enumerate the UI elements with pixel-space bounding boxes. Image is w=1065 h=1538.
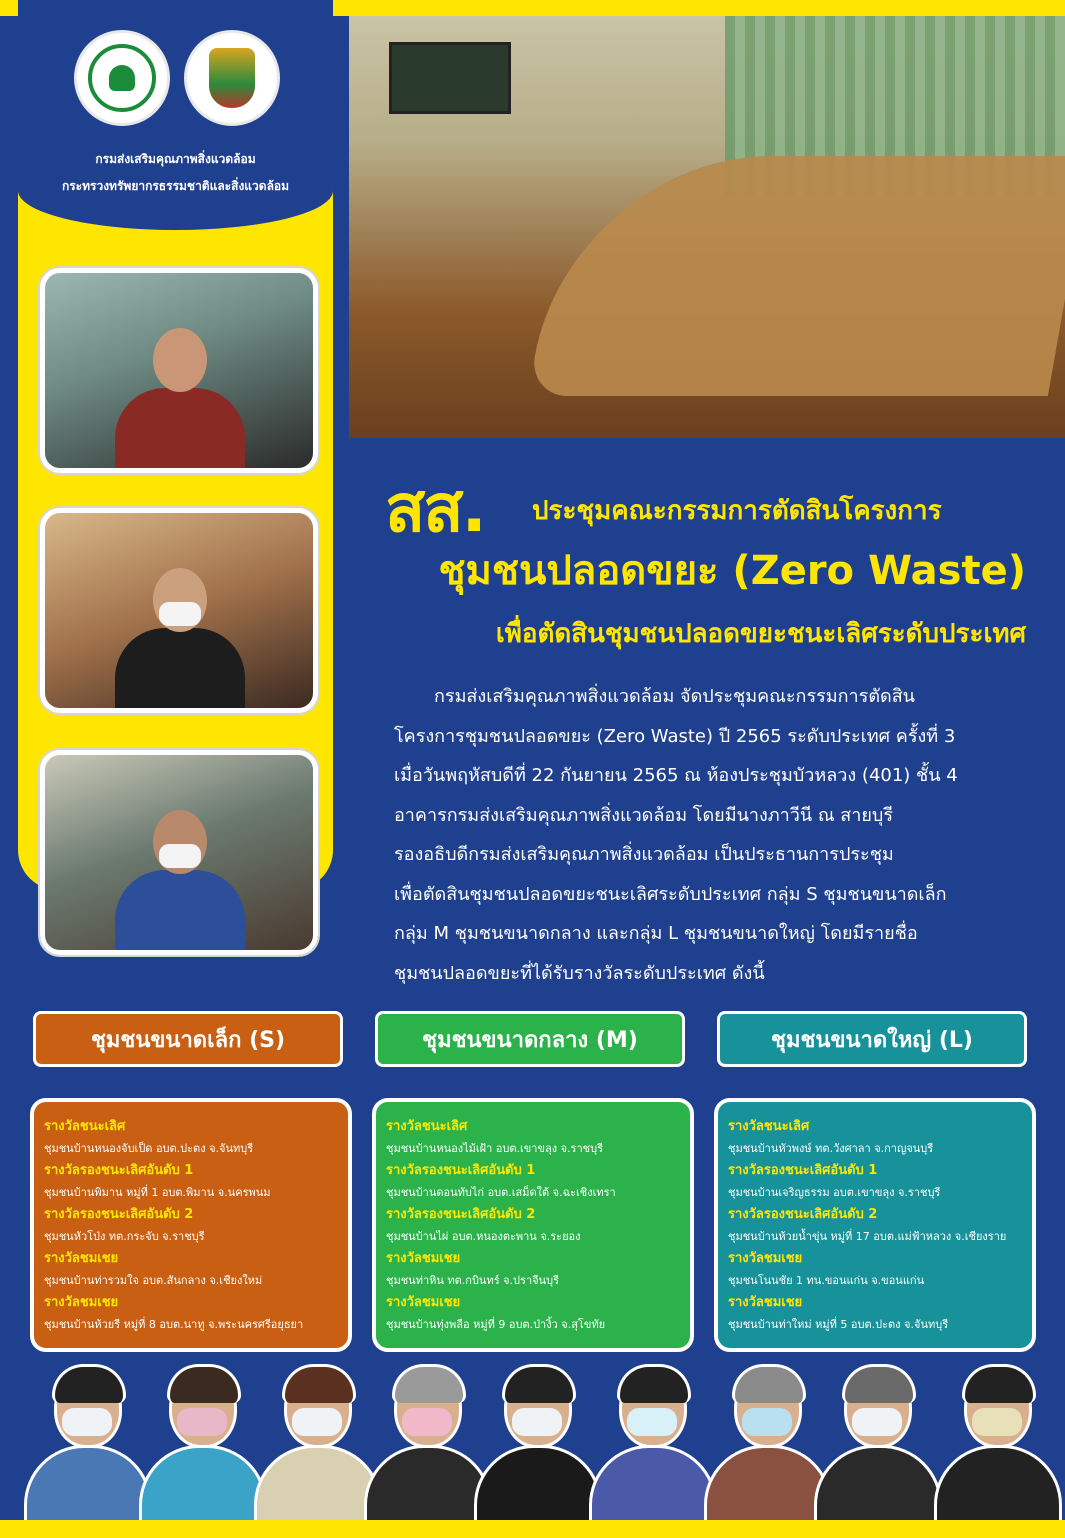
award-title: รางวัลชนะเลิศ — [44, 1119, 126, 1134]
title-line-2: ชุมชนปลอดขยะ (Zero Waste) — [438, 548, 1026, 594]
body-line: อาคารกรมส่งเสริมคุณภาพสิ่งแวดล้อม โดยมีนางภาวีนี ณ สายบุรี — [394, 804, 894, 826]
small-awards-box — [30, 1098, 352, 1352]
bottom-yellow-bar — [0, 1520, 1065, 1538]
body-line: โครงการชุมชนปลอดขยะ (Zero Waste) ปี 2565 ระดับประเทศ ครั้งที่ 3 — [394, 725, 956, 747]
committee-portrait — [20, 1360, 150, 1520]
body-line: เพื่อตัดสินชุมชนปลอดขยะชนะเลิศระดับประเทศ กลุ่ม S ชุมชนขนาดเล็ก — [394, 883, 947, 905]
title-line-1: ประชุมคณะกรรมการตัดสินโครงการ — [532, 496, 942, 526]
award-winner: ชุมชนบ้านหนองจับเป็ด อบต.ปะตง จ.จันทบุรี — [44, 1142, 254, 1155]
award-title: รางวัลรองชนะเลิศอันดับ 2 — [728, 1207, 878, 1222]
medium-awards-box — [372, 1098, 694, 1352]
award-title: รางวัลรองชนะเลิศอันดับ 2 — [386, 1207, 536, 1222]
dept-logo — [74, 30, 170, 126]
award-winner: ชุมชนบ้านทุ่งพลือ หมู่ที่ 9 อบต.ป่างิ้ว จ.สุโขทัย — [386, 1318, 606, 1331]
award-winner: ชุมชนบ้านท่าใหม่ หมู่ที่ 5 อบต.ปะตง จ.จันทบุรี — [728, 1318, 949, 1331]
award-winner: ชุมชนบ้านไผ่ อบต.หนองตะพาน จ.ระยอง — [386, 1230, 581, 1243]
committee-portrait — [470, 1360, 600, 1520]
body-line: รองอธิบดีกรมส่งเสริมคุณภาพสิ่งแวดล้อม เป็นประธานการประชุม — [394, 844, 894, 865]
award-title: รางวัลรองชนะเลิศอันดับ 1 — [386, 1163, 536, 1178]
committee-portrait — [135, 1360, 265, 1520]
award-title: รางวัลชมเชย — [44, 1295, 119, 1310]
award-title: รางวัลชนะเลิศ — [386, 1119, 468, 1134]
meeting-room-photo — [349, 16, 1065, 438]
committee-portrait — [585, 1360, 715, 1520]
news-body — [394, 677, 1034, 993]
award-winner: ชุมชนท่าหิน ทต.กบินทร์ จ.ปราจีนบุรี — [386, 1274, 559, 1287]
award-winner: ชุมชนบ้านหัวพงษ์ ทต.วังศาลา จ.กาญจนบุรี — [728, 1142, 934, 1155]
category-small-header: ชุมชนขนาดเล็ก (S) — [33, 1011, 343, 1067]
committee-member-photo — [40, 508, 318, 713]
award-title: รางวัลรองชนะเลิศอันดับ 1 — [728, 1163, 878, 1178]
award-title: รางวัลรองชนะเลิศอันดับ 2 — [44, 1207, 194, 1222]
chairperson-photo — [40, 268, 318, 473]
award-title: รางวัลชมเชย — [386, 1295, 461, 1310]
award-winner: ชุมชนบ้านท่ารวมใจ อบต.สันกลาง จ.เชียงใหม่ — [44, 1274, 263, 1287]
category-large-header: ชุมชนขนาดใหญ่ (L) — [717, 1011, 1027, 1067]
title-abbreviation: สส. — [385, 470, 485, 547]
award-title: รางวัลชมเชย — [728, 1295, 803, 1310]
award-winner: ชุมชนบ้านดอนทับไก่ อบต.เสม็ดใต้ จ.ฉะเชิงเทรา — [386, 1186, 616, 1199]
body-line: ชุมชนปลอดขยะที่ได้รับรางวัลระดับประเทศ ดังนี้ — [394, 962, 765, 984]
category-medium-header: ชุมชนขนาดกลาง (M) — [375, 1011, 685, 1067]
award-title: รางวัลรองชนะเลิศอันดับ 1 — [44, 1163, 194, 1178]
award-winner: ชุมชนบ้านพิมาน หมู่ที่ 1 อบต.พิมาน จ.นครพนม — [44, 1186, 271, 1199]
award-winner: ชุมชนบ้านเจริญธรรม อบต.เขาขลุง จ.ราชบุรี — [728, 1186, 941, 1199]
committee-portrait — [810, 1360, 940, 1520]
org-name: กรมส่งเสริมคุณภาพสิ่งแวดล้อม — [95, 152, 256, 166]
ministry-name: กระทรวงทรัพยากรธรรมชาติและสิ่งแวดล้อม — [61, 179, 290, 193]
committee-portrait — [930, 1360, 1060, 1520]
award-title: รางวัลชมเชย — [386, 1251, 461, 1266]
title-line-3: เพื่อตัดสินชุมชนปลอดขยะชนะเลิศระดับประเทศ — [495, 619, 1026, 649]
body-line: เมื่อวันพฤหัสบดีที่ 22 กันยายน 2565 ณ ห้องประชุมบัวหลวง (401) ชั้น 4 — [394, 765, 958, 786]
award-title: รางวัลชมเชย — [44, 1251, 119, 1266]
award-title: รางวัลชมเชย — [728, 1251, 803, 1266]
award-winner: ชุมชนโนนชัย 1 ทน.ขอนแก่น จ.ขอนแก่น — [728, 1274, 925, 1287]
award-winner: ชุมชนบ้านห้วยน้ำขุ่น หมู่ที่ 17 อบต.แม่ฟ้าหลวง จ.เชียงราย — [728, 1230, 1007, 1243]
award-winner: ชุมชนบ้านห้วยรี หมู่ที่ 8 อบต.นาทู จ.พระนครศรีอยุธยา — [44, 1318, 304, 1331]
large-awards-box — [714, 1098, 1036, 1352]
committee-member-photo — [40, 750, 318, 955]
award-winner: ชุมชนหัวโป่ง ทต.กระจับ จ.ราชบุรี — [44, 1230, 205, 1243]
body-line: กรมส่งเสริมคุณภาพสิ่งแวดล้อม จัดประชุมคณะกรรมการตัดสิน — [434, 686, 915, 707]
body-line: กลุ่ม M ชุมชนขนาดกลาง และกลุ่ม L ชุมชนขนาดใหญ่ โดยมีรายชื่อ — [394, 923, 918, 944]
award-winner: ชุมชนบ้านหนองไม้เฝ้า อบต.เขาขลุง จ.ราชบุรี — [386, 1142, 603, 1155]
committee-portraits-row — [0, 1360, 1065, 1520]
award-title: รางวัลชนะเลิศ — [728, 1119, 810, 1134]
ministry-seal-logo — [184, 30, 280, 126]
